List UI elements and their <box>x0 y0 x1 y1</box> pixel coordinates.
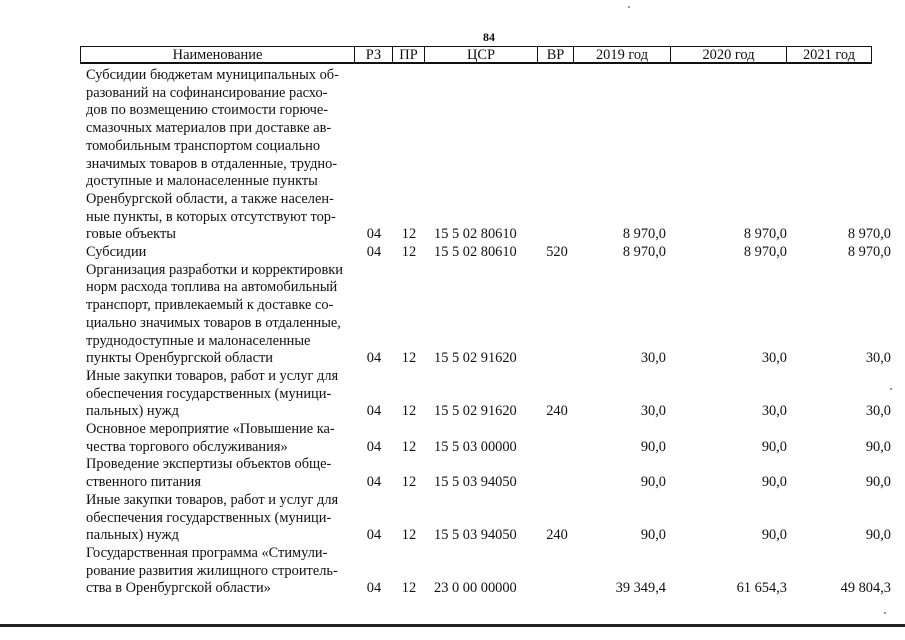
header-2019: 2019 год <box>595 47 649 63</box>
table-row <box>0 368 905 421</box>
cell-2021: 90,0 <box>865 527 891 544</box>
cell-2019: 8 970,0 <box>622 226 666 243</box>
cell-csr: 15 5 03 00000 <box>434 438 517 455</box>
scan-speck <box>890 388 892 390</box>
cell-2020: 90,0 <box>761 438 787 455</box>
cell-pr: 12 <box>401 350 417 367</box>
cell-rz: 04 <box>366 403 382 420</box>
row-name-line: Субсидии бюджетам муниципальных об- <box>86 67 339 83</box>
row-name-line: Проведение экспертизы объектов обще- <box>86 456 332 473</box>
cell-vr: 520 <box>546 244 568 261</box>
row-name-line: Организация разработки и корректировки <box>86 261 343 278</box>
row-name-line: пальных) нужд <box>86 527 179 544</box>
cell-2020: 90,0 <box>761 527 787 544</box>
cell-2021: 30,0 <box>865 350 891 367</box>
table-row <box>0 67 905 244</box>
row-name-line: ства в Оренбургской области» <box>86 580 271 597</box>
row-name-line: Основное мероприятие «Повышение ка- <box>86 421 335 438</box>
cell-2021: 8 970,0 <box>847 244 891 261</box>
header-rz: РЗ <box>365 47 382 63</box>
cell-csr: 15 5 02 91620 <box>434 350 517 367</box>
cell-pr: 12 <box>401 226 417 243</box>
table-row <box>0 262 905 368</box>
cell-rz: 04 <box>366 244 382 261</box>
table-row <box>0 492 905 545</box>
cell-2019: 8 970,0 <box>622 244 666 261</box>
header-vr: ВР <box>546 47 565 63</box>
cell-csr: 15 5 03 94050 <box>434 527 517 544</box>
row-name-line: чества торгового обслуживания» <box>86 438 288 455</box>
cell-pr: 12 <box>401 438 417 455</box>
cell-vr: 240 <box>546 527 568 544</box>
cell-2019: 90,0 <box>640 474 666 491</box>
page-number: 84 <box>483 30 495 44</box>
cell-pr: 12 <box>401 474 417 491</box>
cell-rz: 04 <box>366 580 382 597</box>
cell-2021: 49 804,3 <box>840 580 891 597</box>
row-name-line: разований на софинансирование расхо- <box>86 84 328 101</box>
row-name-line: дов по возмещению стоимости горюче- <box>86 102 329 119</box>
row-name <box>86 67 352 244</box>
row-name <box>86 492 352 545</box>
cell-rz: 04 <box>366 527 382 544</box>
cell-2019: 90,0 <box>640 527 666 544</box>
cell-pr: 12 <box>401 403 417 420</box>
scan-speck <box>884 612 886 614</box>
cell-2020: 30,0 <box>761 350 787 367</box>
header-csr: ЦСР <box>467 47 495 63</box>
cell-pr: 12 <box>401 244 417 261</box>
row-name-line: обеспечения государственных (муници- <box>86 509 332 526</box>
row-name-line: пальных) нужд <box>86 403 179 420</box>
row-name-line: циально значимых товаров в отдаленные, <box>86 314 341 331</box>
row-name-line: Субсидии <box>86 244 147 261</box>
cell-2019: 90,0 <box>640 438 666 455</box>
cell-2020: 30,0 <box>761 403 787 420</box>
cell-rz: 04 <box>366 474 382 491</box>
row-name-line: значимых товаров в отдаленные, трудно- <box>86 155 338 172</box>
row-name-line: ственного питания <box>86 474 201 491</box>
table-row <box>0 456 905 491</box>
row-name-line: норм расхода топлива на автомобильный <box>86 279 338 296</box>
cell-2021: 30,0 <box>865 403 891 420</box>
cell-csr: 15 5 02 80610 <box>434 244 517 261</box>
row-name <box>86 421 352 456</box>
header-name: Наименование <box>172 47 263 63</box>
row-name-line: Государственная программа «Стимули- <box>86 544 328 561</box>
cell-2021: 8 970,0 <box>847 226 891 243</box>
row-name <box>86 244 352 262</box>
cell-vr: 240 <box>546 403 568 420</box>
header-2021: 2021 год <box>802 47 856 63</box>
cell-csr: 15 5 02 91620 <box>434 403 517 420</box>
cell-2019: 30,0 <box>640 403 666 420</box>
table-row <box>0 421 905 456</box>
cell-2020: 90,0 <box>761 474 787 491</box>
cell-2020: 61 654,3 <box>736 580 787 597</box>
row-name-line: рование развития жилищного строитель- <box>86 562 338 579</box>
cell-csr: 15 5 02 80610 <box>434 226 517 243</box>
header-pr: ПР <box>399 47 418 63</box>
row-name <box>86 545 352 598</box>
cell-rz: 04 <box>366 350 382 367</box>
row-name-line: Оренбургской области, а также населен- <box>86 190 334 207</box>
cell-rz: 04 <box>366 438 382 455</box>
cell-pr: 12 <box>401 527 417 544</box>
table-row <box>0 244 905 262</box>
row-name-line: говые объекты <box>86 226 176 243</box>
row-name <box>86 456 352 491</box>
cell-2021: 90,0 <box>865 438 891 455</box>
row-name-line: смазочных материалов при доставке ав- <box>86 120 332 137</box>
row-name <box>86 368 352 421</box>
row-name <box>86 262 352 368</box>
cell-2021: 90,0 <box>865 474 891 491</box>
scan-speck <box>628 6 630 8</box>
row-name-line: труднодоступные и малонаселенные <box>86 332 311 349</box>
cell-csr: 23 0 00 00000 <box>434 580 517 597</box>
row-name-line: обеспечения государственных (муници- <box>86 385 332 402</box>
table-row <box>0 545 905 598</box>
table-body <box>0 67 905 598</box>
page-bottom-border <box>0 624 905 627</box>
cell-2019: 39 349,4 <box>615 580 666 597</box>
cell-2020: 8 970,0 <box>743 226 787 243</box>
cell-2019: 30,0 <box>640 350 666 367</box>
cell-csr: 15 5 03 94050 <box>434 474 517 491</box>
row-name-line: пункты Оренбургской области <box>86 350 273 367</box>
row-name-line: Иные закупки товаров, работ и услуг для <box>86 367 339 384</box>
row-name-line: томобильным транспортом социально <box>86 137 321 154</box>
row-name-line: ные пункты, в которых отсутствуют тор- <box>86 208 336 225</box>
cell-rz: 04 <box>366 226 382 243</box>
row-name-line: доступные и малонаселенные пункты <box>86 173 318 190</box>
header-2020: 2020 год <box>702 47 755 63</box>
row-name-line: транспорт, привлекаемый к доставке со- <box>86 297 334 314</box>
cell-pr: 12 <box>401 580 417 597</box>
cell-2020: 8 970,0 <box>743 244 787 261</box>
row-name-line: Иные закупки товаров, работ и услуг для <box>86 491 339 508</box>
